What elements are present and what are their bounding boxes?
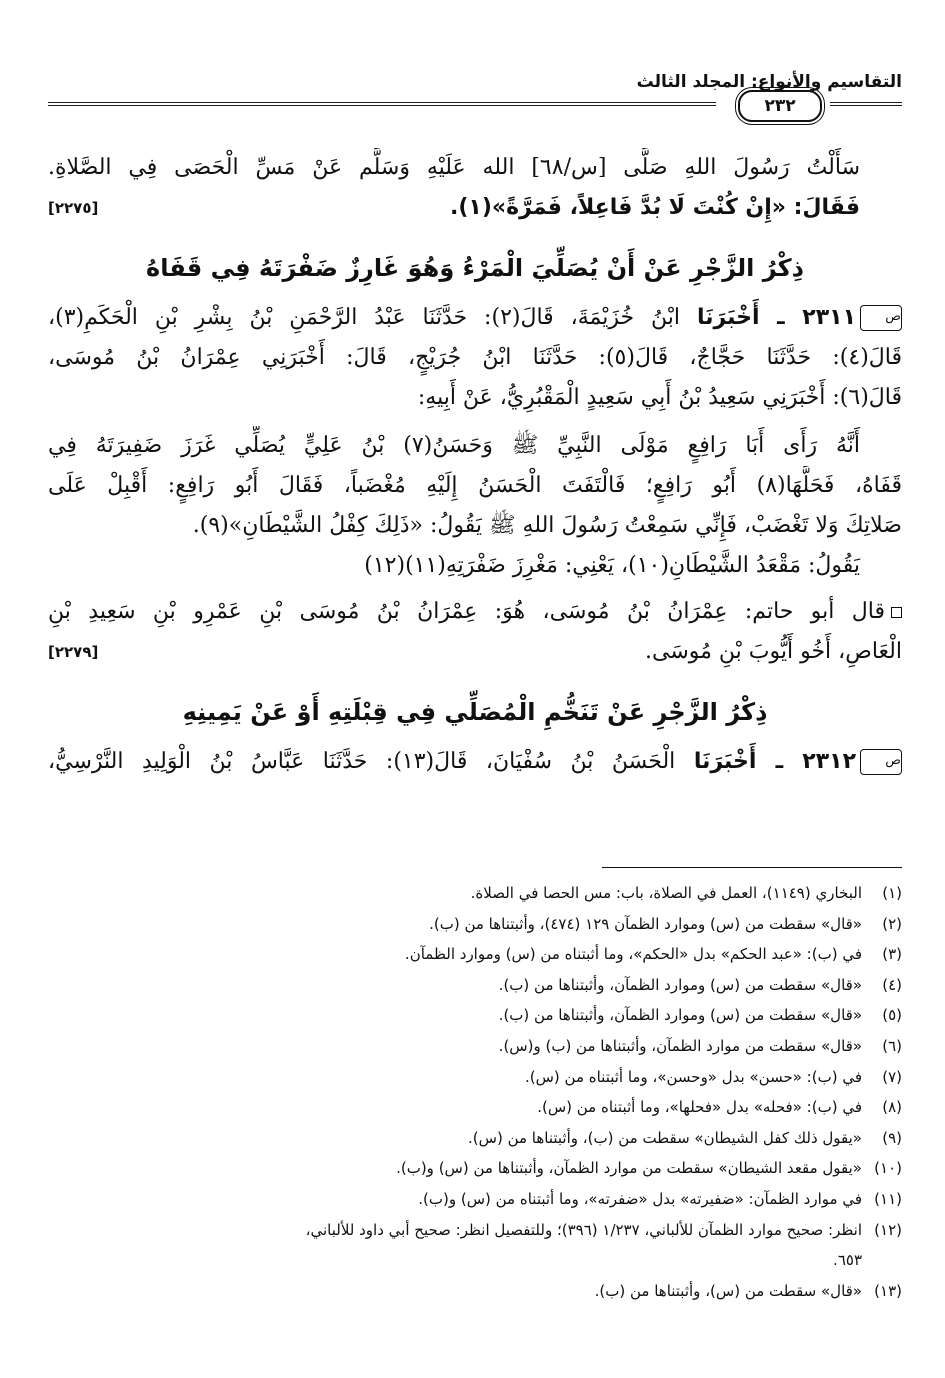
footnote: (٣)في (ب): «عبد الحكم» بدل «الحكم»، وما أثبتناه من (س) وموارد الظمآن. [404, 945, 902, 964]
hadith-number: ٢٣١٢ ـ أَخْبَرَنَا [693, 749, 856, 774]
page-number: ٢٣٢ [738, 90, 822, 122]
footnote: (٦)«قال» سقطت من موارد الظمآن، وأثبتناها من (ب) و(س). [498, 1036, 902, 1055]
header-rule-right [830, 102, 902, 106]
footnote: (٨)في (ب): «فحله» بدل «فحلها»، وما أثبتناه من (س). [537, 1098, 902, 1117]
hadith-reference: [٢٢٧٩] [48, 643, 99, 661]
running-title: التقاسيم والأنواع: المجلد الثالث [636, 72, 902, 92]
footnotes [48, 878, 902, 1306]
footnote: (١٢)انظر: صحيح موارد الظمآن للألباني، ١/٢٣٧ (٣٩٦)؛ وللتفصيل انظر: صحيح أبي داود للألباني، [305, 1220, 902, 1239]
hadith-reference: [٢٢٧٥] [48, 199, 99, 217]
hadith-chain-line: قَالَ(٤): حَدَّثَنَا حَجَّاجٌ، قَالَ(٥): حَدَّثَنَا ابْنُ جُرَيْجٍ، قَالَ: أَخْبَرَنِي عِمْرَانُ بْنُ مُوسَى، [48, 345, 902, 370]
footnote: (١٣)«قال» سقطت من (س)، وأثبتناها من (ب). [594, 1281, 902, 1300]
hadith-chain-line: ص٢٣١١ ـ أَخْبَرَنَا ابْنُ خُزَيْمَةَ، قَالَ(٢): حَدَّثَنَا عَبْدُ الرَّحْمَنِ بْنُ بِشْرِ بْنِ الْحَكَمِ(٣)، [48, 305, 902, 330]
footnote: (١٠)«يقول مقعد الشيطان» سقطت من موارد الظمآن، وأثبتناها من (س) و(ب). [396, 1159, 902, 1178]
footnote: (٢)«قال» سقطت من (س) وموارد الظمآن ١٢٩ (٤٧٤)، وأثبتناها من (ب). [429, 914, 902, 933]
text-line: [٢٢٧٥] فَقَالَ: «إِنْ كُنْتَ لَا بُدَّ فَاعِلاً، فَمَرَّةً»(١). [48, 188, 902, 228]
section-heading: ذِكْرُ الزَّجْرِ عَنْ أَنْ يُصَلِّيَ الْمَرْءُ وَهُوَ غَارِزٌ ضَفْرَتَهُ فِي قَفَاهُ [146, 254, 804, 282]
footnote: (٥)«قال» سقطت من (س) وموارد الظمآن، وأثبتناها من (ب). [498, 1006, 902, 1025]
hadith-number: ٢٣١١ ـ أَخْبَرَنَا [696, 305, 857, 330]
main-text [48, 148, 902, 782]
footnote: (٤)«قال» سقطت من (س) وموارد الظمآن، وأثبتناها من (ب). [498, 975, 902, 994]
page [48, 0, 902, 1378]
header-rule-left [48, 102, 716, 106]
footnote: (٩)«يقول ذلك كفل الشيطان» سقطت من (ب)، وأثبتناها من (س). [468, 1128, 902, 1147]
hadith-text-line: أَنَّهُ رَأَى أَبَا رَافِعٍ مَوْلَى النَّبِيِّ ﷺ وَحَسَنُ(٧) بْنُ عَلِيٍّ يُصَلِّي غَرَزَ ضَفِيرَتَهُ فِي [48, 433, 860, 458]
seal-icon: ص [860, 305, 902, 331]
hadith-text-line: يَقُولُ: مَقْعَدُ الشَّيْطَانِ(١٠)، يَعْنِي: مَغْرِزَ ضَفْرَتِهِ(١١)(١٢) [364, 553, 860, 578]
footnote-separator [602, 867, 902, 868]
commentary-line: [٢٢٧٩] الْعَاصِ، أَخُو أَيُّوبَ بْنِ مُوسَى. [48, 632, 902, 672]
hadith-text-line: قَفَاهُ، فَحَلَّهَا(٨) أَبُو رَافِعٍ؛ فَالْتَفَتَ الْحَسَنُ إِلَيْهِ مُغْضَباً، فَقَالَ أَبُو رَافِعٍ: أَقْبِلْ عَلَى [48, 473, 902, 498]
footnote: (١١)في موارد الظمآن: «ضفيرته» بدل «ضفرته»، وما أثبتناه من (س) و(ب). [418, 1189, 902, 1208]
seal-icon: ص [860, 749, 902, 775]
hadith-chain-line: ص٢٣١٢ ـ أَخْبَرَنَا الْحَسَنُ بْنُ سُفْيَانَ، قَالَ(١٣): حَدَّثَنَا عَبَّاسُ بْنُ الْوَلِيدِ النَّرْسِيُّ، [48, 749, 901, 774]
text-line: سَأَلْتُ رَسُولَ اللهِ صَلَّى [س/٦٨] الله عَلَيْهِ وَسَلَّم عَنْ مَسِّ الْحَصَى فِي الصَّلاةِ. [48, 155, 860, 180]
square-bullet-icon [891, 607, 902, 618]
page-header [48, 62, 902, 120]
footnote: (٧)في (ب): «حسن» بدل «وحسن»، وما أثبتناه من (س). [524, 1067, 902, 1086]
commentary-line: قال أبو حاتم: عِمْرَانُ بْنُ مُوسَى، هُوَ: عِمْرَانُ بْنُ مُوسَى بْنِ عَمْرِو بْنِ سَعِيدِ بْنِ [48, 592, 902, 632]
footnote-continuation: ٦٥٣. [833, 1251, 862, 1270]
hadith-text-line: صَلاتِكَ وَلا تَغْضَبْ، فَإِنِّي سَمِعْتُ رَسُولَ اللهِ ﷺ يَقُولُ: «ذَلِكَ كِفْلُ الشَّيْطَانِ»(٩). [192, 513, 902, 538]
footnote: (١)البخاري (١١٤٩)، العمل في الصلاة، باب: مس الحصا في الصلاة. [470, 884, 902, 902]
section-heading: ذِكْرُ الزَّجْرِ عَنْ تَنَخُّمِ الْمُصَلِّي فِي قِبْلَتِهِ أَوْ عَنْ يَمِينِهِ [182, 698, 768, 726]
hadith-chain-line: قَالَ(٦): أَخْبَرَنِي سَعِيدُ بْنُ أَبِي سَعِيدٍ الْمَقْبُرِيُّ، عَنْ أَبِيهِ: [417, 385, 902, 410]
